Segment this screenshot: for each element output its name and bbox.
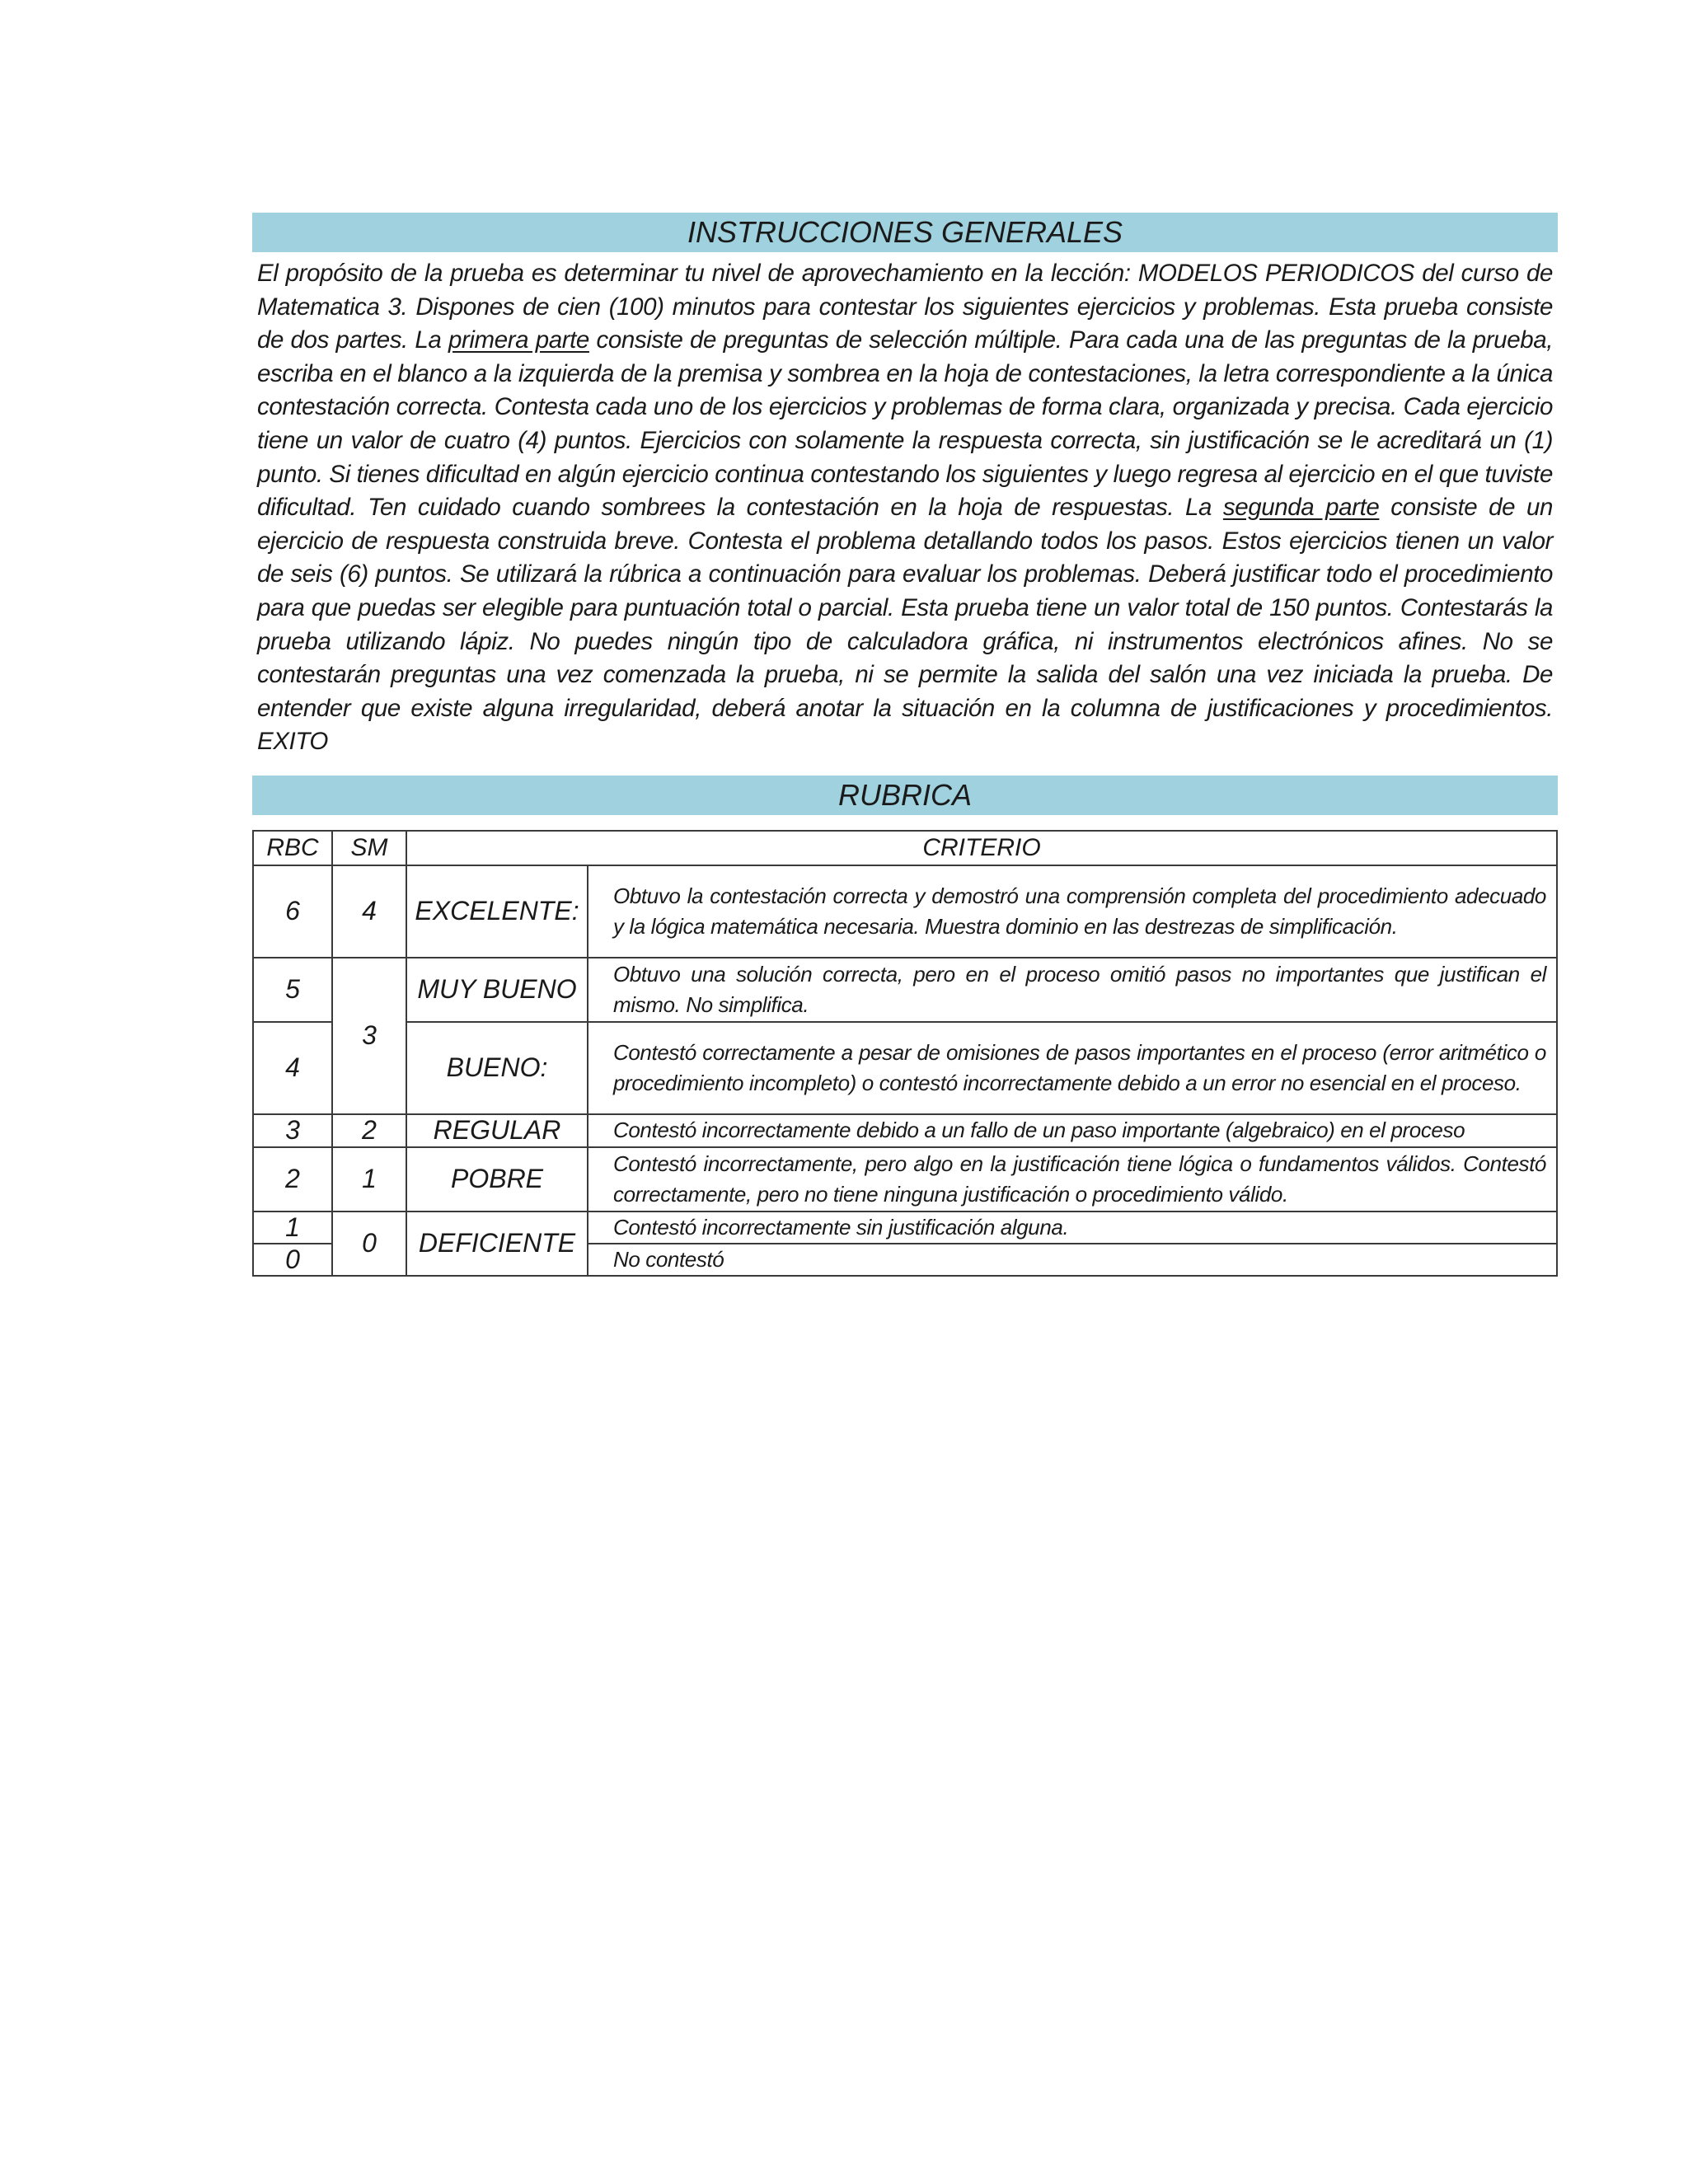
level-cell: MUY BUENO [406,958,588,1022]
table-row [253,1114,1557,1147]
header-rbc: RBC [253,831,332,865]
instrucciones-text-3: consiste de un ejercicio de respuesta construida breve. Contesta el problema detallando todos los pasos. Estos ejercicios tienen un valor de seis (6) puntos. Se utilizará la rúbrica a continuación para evaluar los problemas. Deberá justificar todo el procedimiento para que puedas ser elegible para puntuación total o parcial. Esta prueba tiene un valor total de 150 puntos. Contestarás la prueba utilizando lápiz. No puedes ningún tipo de calculadora gráfica, ni instrumentos electrónicos afines. No se contestarán preguntas una vez comenzada la prueba, ni se permite la salida del salón una vez iniciada la prueba. De entender que existe alguna irregularidad, deberá anotar la situación en la columna de justificaciones y procedimientos. EXITO [257,494,1553,756]
rbc-cell: 3 [253,1114,332,1147]
document-page [252,213,1558,1277]
rbc-cell: 0 [253,1244,332,1276]
sm-cell: 4 [332,865,406,958]
level-cell: EXCELENTE: [406,865,588,958]
criterio-cell: Obtuvo la contestación correcta y demostró una comprensión completa del procedimiento adecuado y la lógica matemática necesaria. Muestra dominio en las destrezas de simplificación. [588,865,1557,958]
rbc-cell: 4 [253,1022,332,1114]
table-row [253,1212,1557,1244]
rbc-cell: 6 [253,865,332,958]
sm-cell: 0 [332,1212,406,1276]
instrucciones-banner: INSTRUCCIONES GENERALES [252,213,1558,252]
criterio-cell: No contestó [588,1244,1557,1276]
rubric-table [252,830,1558,1277]
criterio-cell: Contestó incorrectamente debido a un fallo de un paso importante (algebraico) en el proceso [588,1114,1557,1147]
level-cell: POBRE [406,1147,588,1212]
sm-cell: 1 [332,1147,406,1212]
level-cell: BUENO: [406,1022,588,1114]
instrucciones-text-2: consiste de preguntas de selección múltiple. Para cada una de las preguntas de la prueba, escriba en el blanco a la izquierda de la premisa y sombrea en la hoja de contestaciones, la letra correspondiente a la única contestación correcta. Contesta cada uno de los ejercicios y problemas de forma clara, organizada y precisa. Cada ejercicio tiene un valor de cuatro (4) puntos. Ejercicios con solamente la respuesta correcta, sin justificación se le acreditará un (1) punto. Si tienes dificultad en algún ejercicio continua contestando los siguientes y luego regresa al ejercicio en el que tuviste dificultad. Ten cuidado cuando sombrees la contestación en la hoja de respuestas. La [257,326,1554,522]
criterio-cell: Contestó correctamente a pesar de omisiones de pasos importantes en el proceso (error aritmético o procedimiento incompleto) o contestó incorrectamente debido a un error no esencial en el proceso. [588,1022,1557,1114]
level-cell: REGULAR [406,1114,588,1147]
sm-cell: 3 [332,958,406,1114]
criterio-cell: Contestó incorrectamente, pero algo en la justificación tiene lógica o fundamentos válidos. Contestó correctamente, pero no tiene ninguna justificación o procedimiento válido. [588,1147,1557,1212]
table-row [253,1022,1557,1114]
table-row [253,1147,1557,1212]
table-row [253,958,1557,1022]
segunda-parte-underlined: segunda parte [1222,494,1380,522]
rbc-cell: 5 [253,958,332,1022]
level-cell: DEFICIENTE [406,1212,588,1276]
sm-cell: 2 [332,1114,406,1147]
table-row [253,865,1557,958]
rubrica-banner: RUBRICA [252,776,1558,815]
primera-parte-underlined: primera parte [448,326,589,354]
header-sm: SM [332,831,406,865]
rbc-cell: 1 [253,1212,332,1244]
header-criterio: CRITERIO [406,831,1557,865]
rbc-cell: 2 [253,1147,332,1212]
rubric-header-row [253,831,1557,865]
criterio-cell: Contestó incorrectamente sin justificación alguna. [588,1212,1557,1244]
instrucciones-text-1: El propósito de la prueba es determinar tu nivel de aprovechamiento en la lección: MODELOS PERIODICOS del curso de Matematica 3. Dispones de cien (100) minutos para contestar los siguientes ejercicios y problemas. Esta prueba consiste de dos partes. La [257,260,1553,354]
instrucciones-paragraph [257,257,1553,759]
criterio-cell: Obtuvo una solución correcta, pero en el proceso omitió pasos no importantes que justifican el mismo. No simplifica. [588,958,1557,1022]
